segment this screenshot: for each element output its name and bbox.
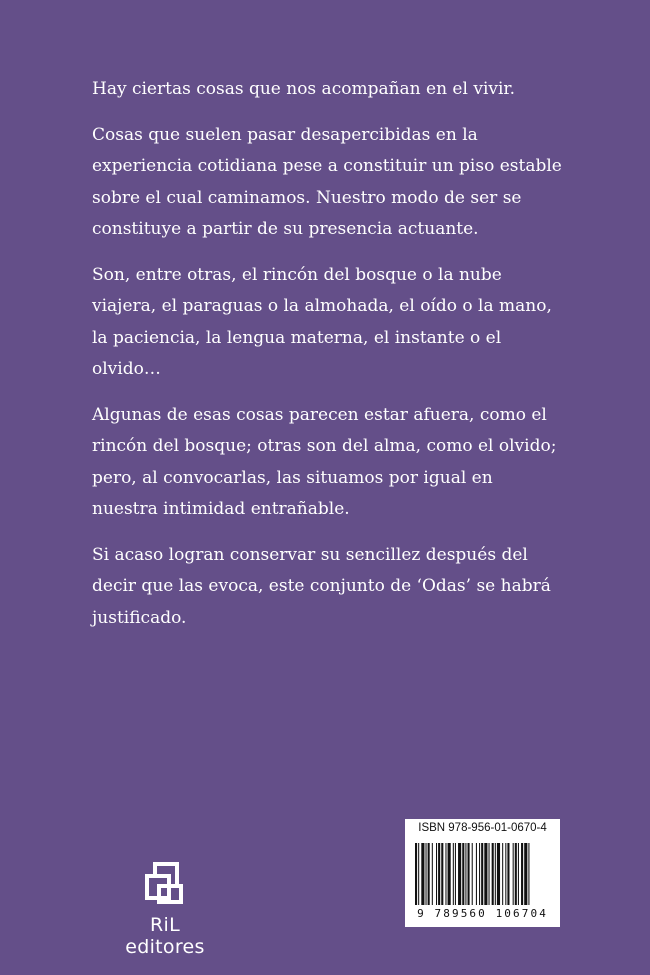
barcode-bar <box>441 843 443 905</box>
barcode-bar <box>458 843 461 905</box>
barcode-bars <box>415 843 550 905</box>
barcode-bar <box>418 843 419 905</box>
barcode-bar <box>489 843 490 905</box>
publisher-name: RiL editores <box>125 914 205 958</box>
publisher-mark <box>110 862 220 958</box>
barcode-bar <box>426 843 427 905</box>
barcode-bar <box>421 843 424 905</box>
blurb-paragraph-2: Cosas que suelen pasar desapercibidas en la experiencia cotidiana pese a constituir un piso estable sobre el cual caminamos. Nuestro modo de ser se constituye a partir de su presencia actuante. <box>92 124 562 239</box>
barcode-bar <box>453 843 454 905</box>
barcode-bar <box>448 843 451 905</box>
barcode-bar <box>492 843 494 905</box>
barcode-bar <box>472 843 473 905</box>
barcode-bar <box>515 843 517 905</box>
barcode-bar <box>436 843 437 905</box>
isbn-barcode <box>405 819 560 927</box>
barcode-bar <box>518 843 519 905</box>
barcode-bar <box>481 843 483 905</box>
barcode-bar <box>445 843 446 905</box>
barcode-bar <box>479 843 480 905</box>
barcode-bar <box>465 843 466 905</box>
barcode-bar <box>507 843 509 905</box>
barcode-bar <box>455 843 456 905</box>
barcode-bar <box>524 843 527 905</box>
barcode-bar <box>495 843 496 905</box>
barcode-bar <box>513 843 514 905</box>
barcode-bar <box>428 843 430 905</box>
barcode-bar <box>505 843 506 905</box>
blurb-paragraph-3: Son, entre otras, el rincón del bosque o la nube viajera, el paraguas o la almohada, el oído o la mano, la paciencia, la lengua materna, el instante o el olvido… <box>92 264 552 379</box>
barcode-bar <box>476 843 477 905</box>
back-cover-blurb <box>92 74 562 648</box>
barcode-bar <box>462 843 464 905</box>
barcode-bar <box>468 843 470 905</box>
barcode-bar <box>497 843 500 905</box>
blurb-paragraph-4: Algunas de esas cosas parecen estar afuera, como el rincón del bosque; otras son del alma, como el olvido; pero, al convocarlas, las situamos por igual en nuestra intimidad entrañable. <box>92 404 557 519</box>
barcode-digits: 9 789560 106704 <box>417 907 548 920</box>
barcode-bar <box>528 843 529 905</box>
ril-logo-icon <box>145 862 185 906</box>
barcode-bar <box>415 843 417 905</box>
barcode-bar <box>432 843 433 905</box>
barcode-bar <box>438 843 440 905</box>
blurb-paragraph-5: Si acaso logran conservar su sencillez después del decir que las evoca, este conjunto de ‘Odas’ se habrá justificado. <box>92 544 551 628</box>
isbn-label: ISBN 978-956-01-0670-4 <box>418 822 547 834</box>
barcode-bar <box>484 843 487 905</box>
barcode-bar <box>521 843 523 905</box>
barcode-bar <box>502 843 503 905</box>
blurb-paragraph-1: Hay ciertas cosas que nos acompañan en el vivir. <box>92 79 516 99</box>
